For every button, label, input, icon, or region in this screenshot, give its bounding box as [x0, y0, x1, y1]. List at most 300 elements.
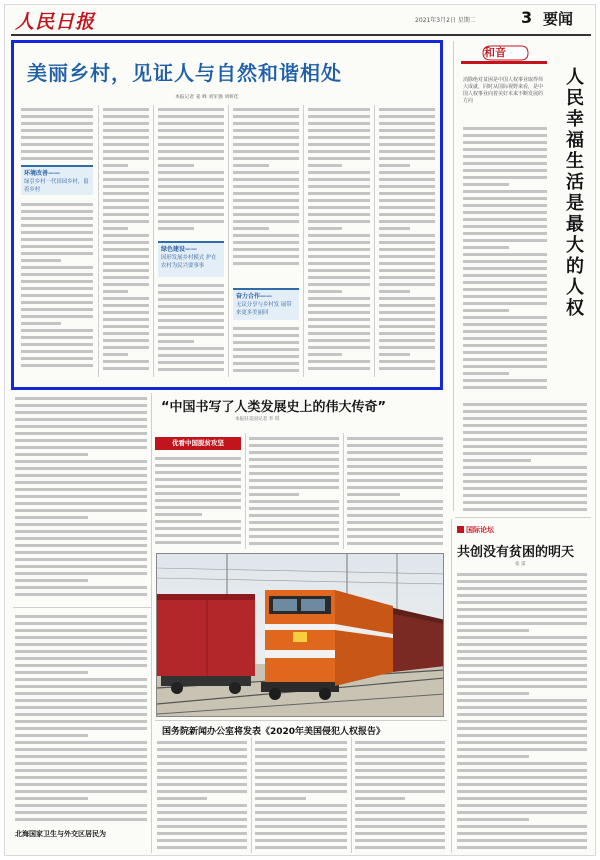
text-line: [249, 498, 339, 505]
text-line: [233, 197, 299, 204]
text-line: [457, 830, 587, 837]
body-text: [15, 395, 147, 603]
text-line: [21, 292, 93, 299]
text-line: [308, 183, 370, 190]
text-line: [103, 162, 149, 169]
text-line: [15, 774, 147, 781]
text-line: [233, 360, 299, 367]
text-line: [463, 174, 547, 181]
text-line: [158, 331, 224, 338]
text-line: [15, 542, 147, 549]
text-line: [457, 571, 587, 578]
text-line: [379, 176, 435, 183]
text-line: [457, 676, 587, 683]
text-line: [463, 464, 587, 471]
text-line: [15, 479, 147, 486]
text-line: [463, 286, 547, 293]
text-line: [155, 490, 241, 497]
dateline: 2021年3月2日 星期二: [415, 17, 476, 24]
text-line: [103, 148, 149, 155]
text-line: [463, 230, 547, 237]
subhead-text: 绿引乡村一代田园乡村，留着乡村: [24, 179, 89, 193]
text-line: [157, 781, 247, 788]
text-line: [379, 183, 435, 190]
text-line: [15, 781, 147, 788]
text-line: [233, 204, 299, 211]
body-text: [347, 435, 443, 547]
text-line: [355, 767, 445, 774]
text-line: [158, 190, 224, 197]
text-line: [157, 774, 247, 781]
main-article-title[interactable]: 美丽乡村，见证人与自然和谐相处: [27, 61, 342, 85]
text-line: [21, 334, 93, 341]
text-line: [379, 211, 435, 218]
text-line: [15, 472, 147, 479]
text-line: [308, 337, 370, 344]
text-line: [157, 809, 247, 816]
text-line: [233, 106, 299, 113]
text-line: [21, 362, 93, 369]
text-line: [21, 201, 93, 208]
text-line: [158, 282, 224, 289]
text-line: [457, 641, 587, 648]
text-line: [103, 106, 149, 113]
text-line: [308, 162, 370, 169]
text-line: [103, 295, 149, 302]
text-line: [255, 788, 347, 795]
text-line: [103, 351, 149, 358]
text-line: [308, 176, 370, 183]
text-line: [379, 274, 435, 281]
text-line: [157, 788, 247, 795]
text-line: [21, 285, 93, 292]
text-line: [457, 823, 587, 830]
text-line: [15, 620, 147, 627]
text-line: [347, 449, 443, 456]
text-line: [157, 739, 247, 746]
text-line: [157, 795, 247, 802]
text-line: [379, 239, 435, 246]
text-line: [379, 218, 435, 225]
text-line: [347, 540, 443, 547]
text-line: [249, 470, 339, 477]
text-line: [155, 476, 241, 483]
text-line: [158, 345, 224, 352]
text-line: [463, 202, 547, 209]
text-line: [15, 591, 147, 598]
text-line: [308, 148, 370, 155]
body-text: [355, 739, 445, 851]
text-line: [15, 697, 147, 704]
text-line: [255, 823, 347, 830]
body-text: [463, 401, 587, 513]
text-line: [103, 302, 149, 309]
text-line: [21, 222, 93, 229]
text-line: [457, 732, 587, 739]
text-line: [15, 718, 147, 725]
text-line: [463, 209, 547, 216]
text-line: [249, 456, 339, 463]
text-line: [21, 127, 93, 134]
text-line: [233, 148, 299, 155]
text-line: [347, 463, 443, 470]
text-line: [255, 795, 347, 802]
body-text: [103, 106, 149, 376]
text-line: [21, 243, 93, 250]
text-line: [15, 788, 147, 795]
text-line: [157, 837, 247, 844]
text-line: [379, 344, 435, 351]
text-line: [347, 505, 443, 512]
section-name: 要闻: [543, 10, 574, 28]
text-line: [157, 844, 247, 851]
story-byline: 本报驻美国记者 李 琪: [235, 417, 280, 422]
text-line: [308, 358, 370, 365]
text-line: [457, 816, 587, 823]
text-line: [15, 458, 147, 465]
column-divider: [451, 519, 452, 853]
text-line: [355, 781, 445, 788]
text-line: [347, 519, 443, 526]
text-line: [347, 477, 443, 484]
subhead-green: [158, 241, 224, 277]
text-line: [308, 274, 370, 281]
text-line: [158, 176, 224, 183]
text-line: [463, 244, 547, 251]
text-line: [347, 456, 443, 463]
body-text: [158, 282, 224, 376]
section-divider: [13, 607, 151, 608]
text-line: [308, 106, 370, 113]
text-line: [233, 127, 299, 134]
text-line: [21, 113, 93, 120]
text-line: [255, 830, 347, 837]
text-line: [463, 139, 547, 146]
text-line: [308, 113, 370, 120]
text-line: [103, 169, 149, 176]
text-line: [21, 306, 93, 313]
square-icon: [457, 526, 464, 533]
newspaper-logo: 人民日报: [15, 11, 96, 33]
text-line: [15, 507, 147, 514]
text-line: [103, 274, 149, 281]
body-text: [155, 455, 241, 547]
subhead-tag: 奋力合作——: [236, 293, 273, 300]
freight-train-photo[interactable]: [156, 553, 444, 717]
text-line: [457, 627, 587, 634]
text-line: [457, 592, 587, 599]
text-line: [463, 328, 547, 335]
text-line: [158, 183, 224, 190]
text-line: [379, 225, 435, 232]
text-line: [15, 535, 147, 542]
body-text: [21, 201, 93, 375]
text-line: [249, 442, 339, 449]
report-headline[interactable]: 国务院新闻办公室将发表《2020年美国侵犯人权报告》: [162, 727, 386, 737]
text-line: [308, 134, 370, 141]
text-line: [255, 774, 347, 781]
text-line: [379, 169, 435, 176]
text-line: [158, 197, 224, 204]
section-tag: [457, 525, 494, 535]
text-line: [158, 204, 224, 211]
text-line: [103, 281, 149, 288]
text-line: [249, 491, 339, 498]
text-line: [457, 683, 587, 690]
text-line: [103, 190, 149, 197]
text-line: [463, 384, 547, 391]
text-line: [103, 134, 149, 141]
text-line: [355, 760, 445, 767]
text-line: [103, 197, 149, 204]
body-text: [463, 125, 547, 395]
body-text: [15, 613, 147, 823]
text-line: [15, 437, 147, 444]
text-line: [249, 512, 339, 519]
text-line: [457, 620, 587, 627]
text-line: [463, 506, 587, 513]
newspaper-page: [4, 4, 596, 856]
text-line: [15, 514, 147, 521]
text-line: [347, 484, 443, 491]
text-line: [233, 218, 299, 225]
text-line: [15, 395, 147, 402]
text-line: [21, 120, 93, 127]
text-line: [457, 795, 587, 802]
text-line: [379, 351, 435, 358]
text-line: [158, 289, 224, 296]
text-line: [255, 753, 347, 760]
text-line: [463, 300, 547, 307]
text-line: [463, 223, 547, 230]
text-line: [103, 365, 149, 372]
text-line: [15, 739, 147, 746]
text-line: [157, 823, 247, 830]
column-divider: [245, 433, 246, 549]
forum-headline[interactable]: 共创没有贫困的明天: [457, 545, 575, 560]
column-divider: [251, 737, 252, 853]
column-divider: [151, 393, 152, 853]
text-line: [15, 725, 147, 732]
column-divider: [351, 737, 352, 853]
text-line: [103, 176, 149, 183]
text-line: [233, 169, 299, 176]
text-line: [15, 648, 147, 655]
text-line: [379, 358, 435, 365]
text-line: [158, 141, 224, 148]
commentary-title[interactable]: 人民幸福生活是最大的人权: [566, 67, 584, 319]
text-line: [15, 655, 147, 662]
text-line: [463, 265, 547, 272]
text-line: [158, 225, 224, 232]
text-line: [158, 113, 224, 120]
text-line: [21, 250, 93, 257]
text-line: [249, 463, 339, 470]
text-line: [347, 526, 443, 533]
text-line: [457, 837, 587, 844]
story-tag: 优看中国脱贫攻坚: [155, 437, 241, 450]
text-line: [347, 533, 443, 540]
text-line: [347, 491, 443, 498]
text-line: [457, 760, 587, 767]
text-line: [15, 528, 147, 535]
text-line: [233, 225, 299, 232]
body-text: [233, 325, 299, 375]
story-headline[interactable]: “中国书写了人类发展史上的伟大传奇”: [161, 400, 387, 415]
text-line: [155, 469, 241, 476]
text-line: [155, 483, 241, 490]
text-line: [463, 429, 587, 436]
text-line: [308, 281, 370, 288]
subhead-tag: 环境改善——: [24, 170, 61, 177]
text-line: [457, 662, 587, 669]
text-line: [155, 511, 241, 518]
text-line: [255, 767, 347, 774]
text-line: [463, 492, 587, 499]
text-line: [379, 309, 435, 316]
text-line: [103, 155, 149, 162]
text-line: [233, 260, 299, 267]
text-line: [457, 725, 587, 732]
text-line: [255, 746, 347, 753]
text-line: [379, 134, 435, 141]
text-line: [457, 606, 587, 613]
text-line: [158, 211, 224, 218]
text-line: [103, 239, 149, 246]
text-line: [379, 365, 435, 372]
text-line: [379, 281, 435, 288]
text-line: [15, 444, 147, 451]
text-line: [463, 450, 587, 457]
text-line: [355, 795, 445, 802]
text-line: [463, 307, 547, 314]
text-line: [463, 132, 547, 139]
text-line: [157, 816, 247, 823]
text-line: [21, 341, 93, 348]
text-line: [249, 533, 339, 540]
text-line: [355, 837, 445, 844]
text-line: [355, 746, 445, 753]
text-line: [463, 167, 547, 174]
text-line: [21, 278, 93, 285]
text-line: [103, 253, 149, 260]
section-divider: [455, 517, 591, 518]
text-line: [21, 320, 93, 327]
text-line: [457, 669, 587, 676]
text-line: [463, 415, 587, 422]
text-line: [457, 809, 587, 816]
text-line: [103, 358, 149, 365]
text-line: [15, 690, 147, 697]
text-line: [255, 809, 347, 816]
text-line: [355, 802, 445, 809]
text-line: [355, 809, 445, 816]
text-line: [463, 146, 547, 153]
commentary-rule: [461, 61, 547, 64]
text-line: [21, 229, 93, 236]
text-line: [379, 155, 435, 162]
text-line: [457, 753, 587, 760]
text-line: [355, 753, 445, 760]
column-divider: [374, 105, 375, 377]
text-line: [158, 162, 224, 169]
text-line: [463, 471, 587, 478]
text-line: [15, 577, 147, 584]
text-line: [21, 236, 93, 243]
bottom-left-headline[interactable]: 北海国家卫生与外交区居民为: [15, 830, 106, 838]
text-line: [15, 486, 147, 493]
text-line: [15, 760, 147, 767]
text-line: [103, 218, 149, 225]
column-divider: [228, 105, 229, 377]
text-line: [103, 141, 149, 148]
text-line: [255, 837, 347, 844]
text-line: [463, 181, 547, 188]
text-line: [15, 584, 147, 591]
column-divider: [303, 105, 304, 377]
text-line: [158, 317, 224, 324]
commentary-quote: 消除绝对贫困是中国人权事业取得伟大成就，同时从国际视野来看，是中国人权事业向着美好未来不断发展的方向: [463, 77, 544, 104]
text-line: [463, 335, 547, 342]
text-line: [379, 120, 435, 127]
text-line: [21, 271, 93, 278]
text-line: [463, 349, 547, 356]
text-line: [21, 148, 93, 155]
text-line: [15, 641, 147, 648]
text-line: [463, 272, 547, 279]
text-line: [103, 288, 149, 295]
text-line: [233, 367, 299, 374]
text-line: [155, 539, 241, 546]
text-line: [457, 739, 587, 746]
masthead: [5, 5, 596, 35]
text-line: [15, 732, 147, 739]
text-line: [308, 365, 370, 372]
text-line: [457, 711, 587, 718]
text-line: [457, 844, 587, 851]
column-divider: [153, 105, 154, 377]
subhead-environment: [21, 165, 93, 195]
text-line: [249, 540, 339, 547]
text-line: [157, 746, 247, 753]
text-line: [457, 718, 587, 725]
subhead-cooperation: [233, 288, 299, 320]
text-line: [15, 493, 147, 500]
text-line: [308, 127, 370, 134]
text-line: [308, 288, 370, 295]
text-line: [15, 465, 147, 472]
text-line: [255, 816, 347, 823]
text-line: [158, 106, 224, 113]
text-line: [308, 344, 370, 351]
text-line: [21, 215, 93, 222]
text-line: [457, 655, 587, 662]
text-line: [463, 457, 587, 464]
text-line: [255, 802, 347, 809]
text-line: [355, 816, 445, 823]
column-divider: [453, 41, 454, 511]
text-line: [379, 232, 435, 239]
section-tag-label: 国际论坛: [466, 526, 494, 534]
text-line: [379, 106, 435, 113]
text-line: [379, 190, 435, 197]
text-line: [103, 267, 149, 274]
text-line: [158, 120, 224, 127]
body-text: [379, 106, 435, 376]
subhead-text: 无议分享与乡村发 展带来更多美丽回: [236, 302, 292, 316]
text-line: [233, 134, 299, 141]
text-line: [457, 613, 587, 620]
